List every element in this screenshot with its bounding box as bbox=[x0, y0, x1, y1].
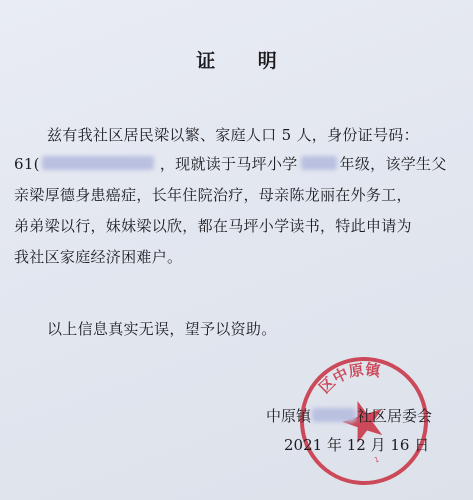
grade-text: 年级，该学生父 bbox=[339, 155, 447, 173]
svg-text:区中原镇: 区中原镇 bbox=[315, 360, 382, 397]
body-line-4: 弟弟梁以行，妹妹梁以欣，都在马坪小学读书，特此申请为 bbox=[14, 217, 412, 235]
school-text: ，现就读于马坪小学 bbox=[159, 155, 298, 173]
issuer-organization bbox=[266, 405, 432, 426]
id-number-prefix: 61( bbox=[14, 155, 40, 173]
body-line-6: 以上信息真实无误，望予以资助。 bbox=[47, 320, 277, 338]
redacted-id-number bbox=[42, 156, 154, 170]
org-prefix: 中原镇 bbox=[266, 407, 312, 425]
body-line-2 bbox=[14, 153, 447, 174]
body-line-5: 我社区家庭经济困难户。 bbox=[14, 248, 183, 266]
redacted-grade bbox=[301, 156, 337, 170]
redacted-community-name bbox=[312, 408, 356, 422]
body-line-3: 亲梁厚德身患癌症，长年住院治疗，母亲陈龙丽在外务工， bbox=[14, 186, 412, 204]
org-suffix: 社区居委会 bbox=[357, 407, 433, 425]
svg-text:1: 1 bbox=[373, 455, 380, 465]
document-title: 证 明 bbox=[196, 50, 295, 72]
issue-date: 2021 年 12 月 16 日 bbox=[284, 436, 430, 454]
body-line-1: 兹有我社区居民梁以繁、家庭人口 5 人，身份证号码： bbox=[47, 126, 419, 144]
